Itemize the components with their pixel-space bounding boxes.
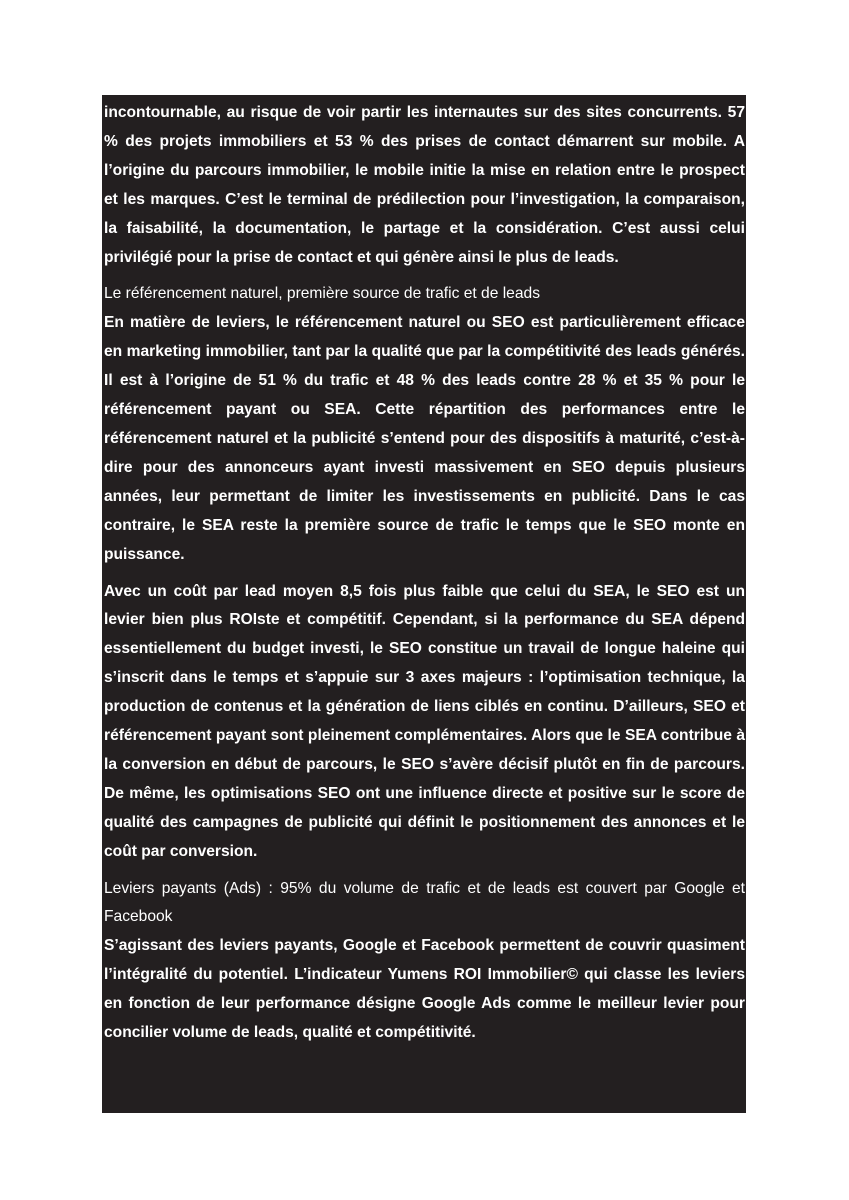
paragraph-gap (104, 272, 745, 280)
paragraph-mobile: incontournable, au risque de voir partir les internautes sur des sites concurrents. 57 % des projets immobiliers et 53 % des prises de contact démarrent sur mobile. A l’origine du parcours immobilier, le mobile initie la mise en relation entre le prospect et les marques. C’est le terminal de prédilection pour l’investigation, la comparaison, la faisabilité, la documentation, le partage et la considération. C’est aussi celui privilégié pour la prise de contact et qui génère ainsi le plus de leads. (104, 104, 745, 266)
article-text-block (102, 95, 746, 1113)
paragraph-leviers-payants: S’agissant des leviers payants, Google et Facebook permettent de couvrir quasiment l’intégralité du potentiel. L’indicateur Yumens ROI Immobilier© qui classe les leviers en fonction de leur performance désigne Google Ads comme le meilleur levier pour concilier volume de leads, qualité et compétitivité. (104, 937, 745, 1042)
section-heading-seo: Le référencement naturel, première source de trafic et de leads (104, 285, 540, 303)
paragraph-seo-cout: Avec un coût par lead moyen 8,5 fois plus faible que celui du SEA, le SEO est un levier bien plus ROIste et compétitif. Cependant, si la performance du SEA dépend essentiellement du budget investi, le SEO constitue un travail de longue haleine qui s’inscrit dans le temps et s’appuie sur 3 axes majeurs : l’optimisation technique, la production de contenus et la génération de liens ciblés en continu. D’ailleurs, SEO et référencement payant sont pleinement complémentaires. Alors que le SEA contribue à la conversion en début de parcours, le SEO s’avère décisif plutôt en fin de parcours. De même, les optimisations SEO ont une influence directe et positive sur le score de qualité des campagnes de publicité qui définit le positionnement des annonces et le coût par conversion. (104, 582, 745, 860)
paragraph-seo-leviers: En matière de leviers, le référencement naturel ou SEO est particulièrement efficace en marketing immobilier, tant par la qualité que par la compétitivité des leads générés. Il est à l’origine de 51 % du trafic et 48 % des leads contre 28 % et 35 % pour le référencement payant ou SEA. Cette répartition des performances entre le référencement naturel et la publicité s’entend pour des dispositifs à maturité, c’est-à-dire pour des annonceurs ayant investi massivement en SEO depuis plusieurs années, leur permettant de limiter les investissements en publicité. Dans le cas contraire, le SEA reste la première source de trafic le temps que le SEO monte en puissance. (104, 314, 745, 563)
paragraph-gap (104, 867, 745, 875)
paragraph-gap (104, 570, 745, 578)
section-heading-ads: Leviers payants (Ads) : 95% du volume de trafic et de leads est couvert par Google et Facebook (104, 879, 745, 926)
